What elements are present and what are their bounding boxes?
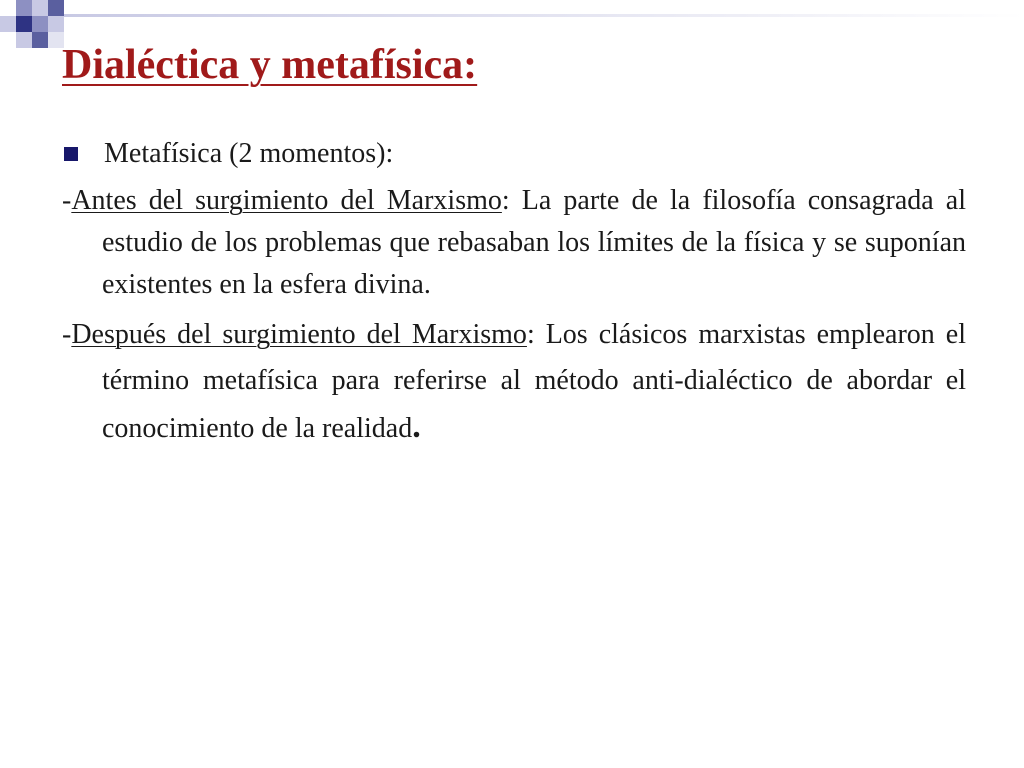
term-before-marxism: Antes del surgimiento del Marxismo [71, 185, 502, 216]
final-period: . [412, 408, 421, 445]
bullet-item [62, 132, 966, 176]
dash: - [62, 185, 72, 216]
dash: - [62, 319, 72, 350]
deco-square [0, 16, 16, 32]
deco-square [48, 16, 64, 32]
deco-square [32, 16, 48, 32]
paragraph-before-marxism [62, 180, 966, 306]
slide-body [62, 132, 966, 458]
paragraph-after-marxism [62, 312, 966, 452]
deco-square [32, 0, 48, 16]
deco-square [16, 32, 32, 48]
paragraph-text: : Los clásicos marxistas emplearon el término metafísica para referirse al método anti-dialéctico de abordar el conocimiento de la realidad [102, 319, 966, 444]
bullet-text: Metafísica (2 momentos): [104, 138, 394, 169]
deco-square [32, 32, 48, 48]
deco-square [16, 0, 32, 16]
deco-square [16, 16, 32, 32]
paragraph-text: : La parte de la filosofía consagrada al estudio de los problemas que rebasaban los límites de la física y se suponían existentes en la esfera divina. [102, 185, 966, 300]
slide-title: Dialéctica y metafísica: [62, 42, 478, 88]
top-divider-line [64, 14, 1024, 17]
term-after-marxism: Después del surgimiento del Marxismo [71, 319, 527, 350]
square-bullet-icon [64, 147, 78, 161]
deco-square [48, 0, 64, 16]
